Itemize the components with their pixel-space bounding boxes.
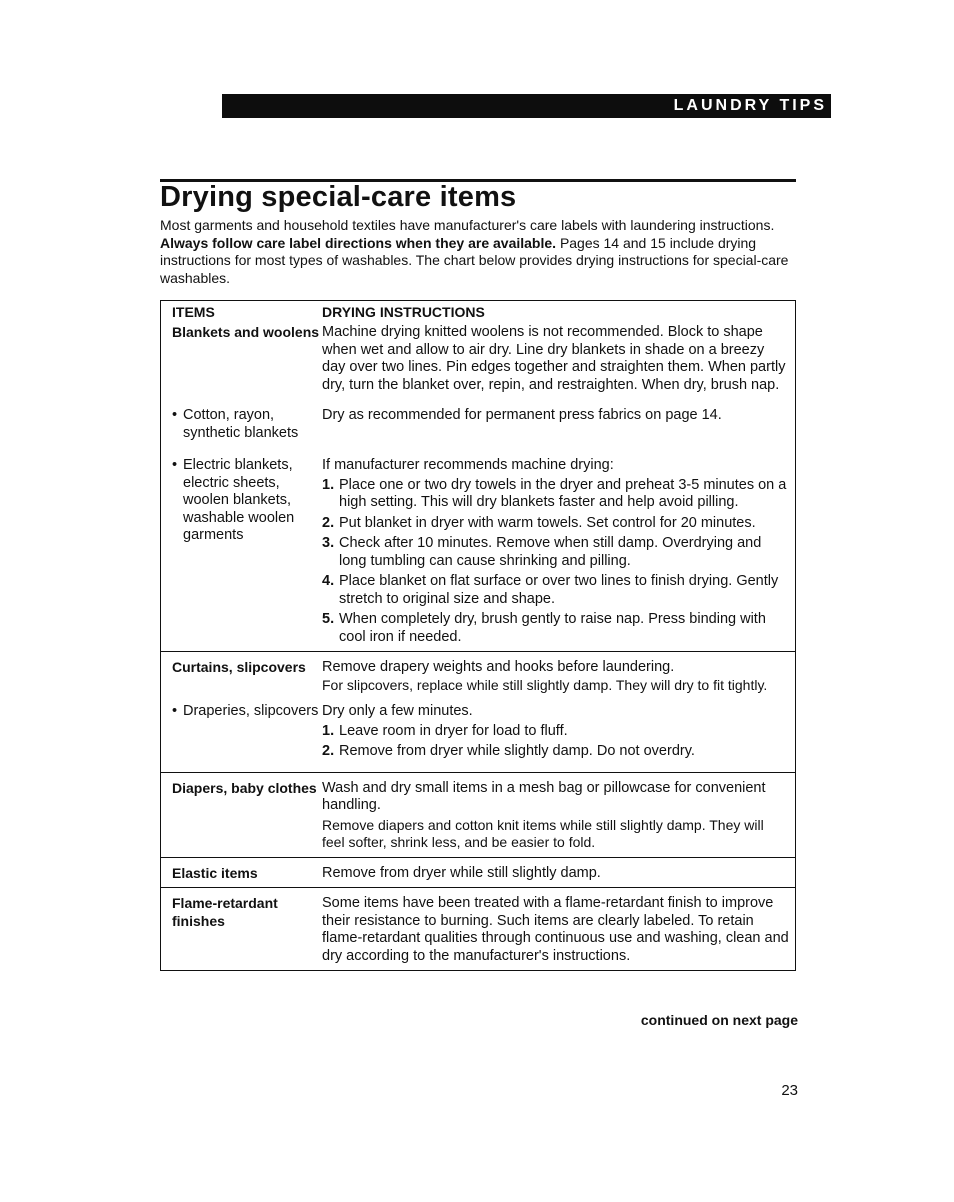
draperies-steps bbox=[322, 723, 789, 761]
step-text: Place blanket on flat surface or over two lines to finish drying. Gently stretch to original size and shape. bbox=[339, 573, 779, 607]
step-number: 5. bbox=[322, 611, 335, 627]
item-electric-blankets bbox=[172, 457, 322, 545]
step-text: Check after 10 minutes. Remove when still damp. Overdrying and long tumbling can cause shrinking and pilling. bbox=[339, 535, 762, 569]
step-number: 1. bbox=[322, 476, 335, 493]
table-row bbox=[161, 322, 796, 397]
item-draperies bbox=[172, 703, 322, 721]
item-diapers: Diapers, baby clothes bbox=[172, 779, 317, 796]
step-number: 2. bbox=[322, 514, 335, 531]
table-row bbox=[161, 445, 796, 652]
curtains-text-1: Remove drapery weights and hooks before laundering. bbox=[322, 659, 675, 675]
list-item bbox=[322, 535, 789, 570]
diapers-text-1: Wash and dry small items in a mesh bag or pillowcase for convenient handling. bbox=[322, 779, 766, 813]
list-item bbox=[322, 515, 789, 533]
intro-text-1: Most garments and household textiles have manufacturer's care labels with laundering instructions. bbox=[160, 217, 775, 233]
step-number: 2. bbox=[322, 743, 335, 759]
flame-text: Some items have been treated with a flame-retardant finish to improve their resistance to burning. Such items are clearly labeled. To retain flame-retardant qualities through continuous use and washing, clean and dry according to the manufacturer's instructions. bbox=[322, 895, 789, 964]
list-item bbox=[322, 477, 789, 512]
item-cotton-blankets bbox=[172, 407, 322, 442]
list-item bbox=[322, 611, 789, 646]
step-text: Put blanket in dryer with warm towels. Set control for 20 minutes. bbox=[339, 514, 756, 531]
intro-text-2: Pages 14 and 15 include drying instructions for most types of washables. The chart below provides drying instructions for special-care washables. bbox=[160, 234, 789, 286]
bullet-glyph: • bbox=[172, 457, 178, 473]
electric-item-label: Electric blankets, electric sheets, woolen blankets, washable woolen garments bbox=[183, 457, 295, 543]
list-item bbox=[322, 743, 789, 761]
cotton-item-label: Cotton, rayon, synthetic blankets bbox=[183, 407, 299, 441]
item-curtains: Curtains, slipcovers bbox=[172, 659, 306, 675]
drying-instructions-table bbox=[160, 300, 796, 971]
draperies-item-label: Draperies, slipcovers bbox=[183, 703, 319, 719]
step-text: Remove from dryer while slightly damp. Do not overdry. bbox=[339, 743, 695, 759]
list-item bbox=[322, 723, 789, 741]
intro-bold-text: Always follow care label directions when they are available. bbox=[160, 234, 557, 251]
step-number: 4. bbox=[322, 573, 335, 589]
elastic-text: Remove from dryer while still slightly damp. bbox=[322, 864, 601, 881]
page-number: 23 bbox=[781, 1082, 798, 1099]
electric-steps bbox=[322, 477, 789, 647]
step-text: When completely dry, brush gently to raise nap. Press binding with cool iron if needed. bbox=[339, 611, 766, 645]
table-row bbox=[161, 857, 796, 888]
table-header-row bbox=[161, 301, 796, 323]
item-flame-retardant: Flame-retardant finishes bbox=[172, 895, 278, 929]
step-text: Leave room in dryer for load to fluff. bbox=[339, 722, 568, 739]
item-elastic: Elastic items bbox=[172, 864, 258, 881]
curtains-text-2: For slipcovers, replace while still slightly damp. They will dry to fit tightly. bbox=[322, 676, 768, 693]
list-item bbox=[322, 573, 789, 608]
table-row bbox=[161, 699, 796, 772]
table-row bbox=[161, 888, 796, 971]
intro-paragraph bbox=[160, 217, 790, 287]
table-row bbox=[161, 397, 796, 445]
diapers-text-2: Remove diapers and cotton knit items while still slightly damp. They will feel softer, shrink less, and be easier to fold. bbox=[322, 816, 764, 850]
section-banner: LAUNDRY TIPS bbox=[222, 94, 831, 118]
bullet-glyph: • bbox=[172, 407, 178, 423]
table-row bbox=[161, 652, 796, 700]
cotton-text: Dry as recommended for permanent press fabrics on page 14. bbox=[322, 407, 722, 423]
header-drying-instructions: DRYING INSTRUCTIONS bbox=[322, 304, 485, 320]
draperies-text: Dry only a few minutes. bbox=[322, 703, 473, 719]
step-number: 3. bbox=[322, 535, 335, 551]
bullet-glyph: • bbox=[172, 703, 178, 719]
page-title: Drying special-care items bbox=[160, 181, 517, 213]
continued-note: continued on next page bbox=[640, 1012, 798, 1028]
item-blankets: Blankets and woolens bbox=[172, 324, 320, 340]
step-number: 1. bbox=[322, 722, 335, 739]
blankets-text: Machine drying knitted woolens is not recommended. Block to shape when wet and allow to air dry. Line dry blankets in shade on a breezy day over two lines. Pin edges together and straighten them. When partly dry, turn the blanket over, repin, and restraighten. When dry, brush nap. bbox=[322, 324, 786, 393]
electric-intro: If manufacturer recommends machine drying: bbox=[322, 457, 614, 473]
header-items: ITEMS bbox=[172, 304, 215, 320]
step-text: Place one or two dry towels in the dryer and preheat 3-5 minutes on a high setting. This will dry blankets faster and help avoid pilling. bbox=[339, 476, 787, 510]
table-row bbox=[161, 772, 796, 857]
